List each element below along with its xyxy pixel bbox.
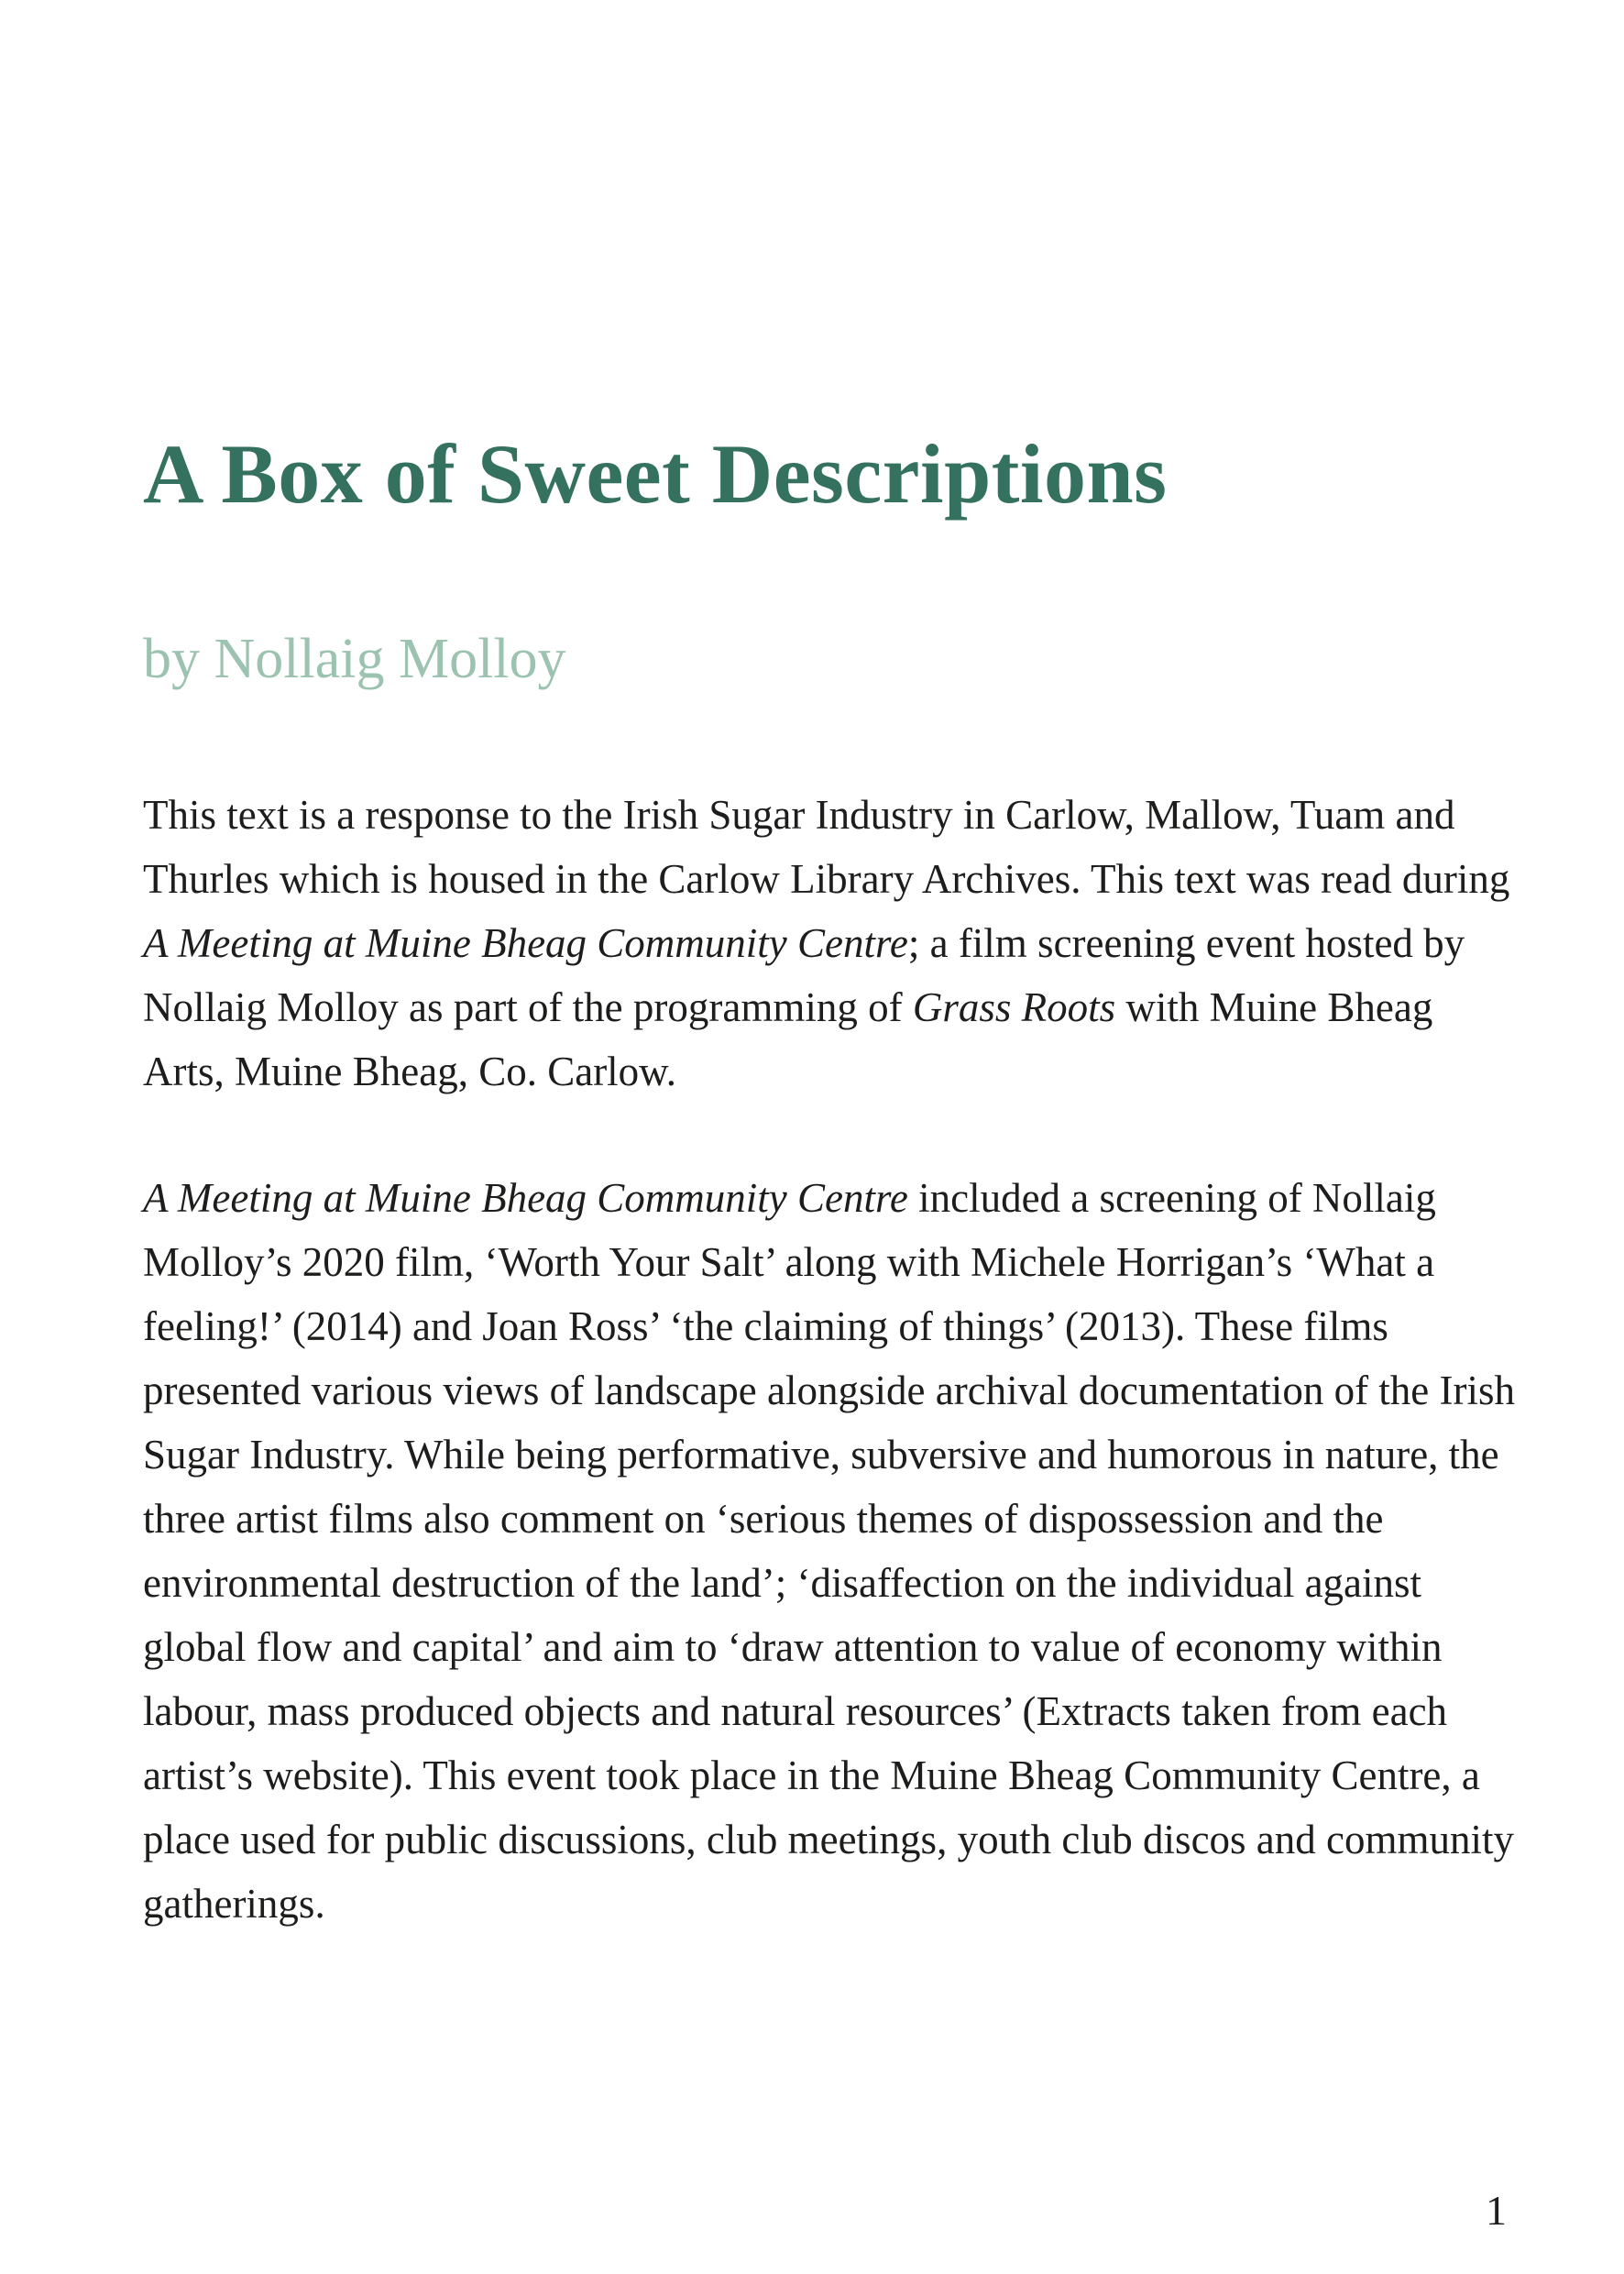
text-run: ; a film screening event hosted by Nollaig Molloy as part of the programming of xyxy=(143,919,1465,1030)
text-run: included a screening of Nollaig Molloy’s 2020 film, ‘Worth Your Salt’ along with Michele Horrigan’s ‘What a feeling!’ (2014) and Joan Ross’ ‘the claiming of things’ (2013). These films presented various views of landscape alongside archival documentation of the Irish Sugar Industry. While being performative, subversive and humorous in nature, the three artist films also comment on ‘serious themes of dispossession and the environmental destruction of the land’; ‘disaffection on the individual against global flow and capital’ and aim to ‘draw attention to value of economy within labour, mass produced objects and natural resources’ (Extracts taken from each artist’s website). This event took place in the Muine Bheag Community Centre, a place used for public discussions, club meetings, youth club discos and community gatherings. xyxy=(143,1174,1516,1927)
text-run: A Meeting at Muine Bheag Community Centre xyxy=(143,1174,908,1221)
text-run: with Muine Bheag Arts, Muine Bheag, Co. Carlow. xyxy=(143,983,1433,1094)
text-run: A Meeting at Muine Bheag Community Centre xyxy=(143,919,908,966)
paragraph xyxy=(143,783,1521,1104)
byline: by Nollaig Molloy xyxy=(143,628,566,691)
page-number: 1 xyxy=(1486,2187,1507,2234)
text-run: Grass Roots xyxy=(912,983,1116,1030)
page-title: A Box of Sweet Descriptions xyxy=(143,427,1168,521)
body-text xyxy=(143,783,1521,1936)
text-run: This text is a response to the Irish Sugar Industry in Carlow, Mallow, Tuam and Thurles which is housed in the Carlow Library Archives. This text was read during xyxy=(143,791,1510,902)
paragraph xyxy=(143,1166,1521,1936)
